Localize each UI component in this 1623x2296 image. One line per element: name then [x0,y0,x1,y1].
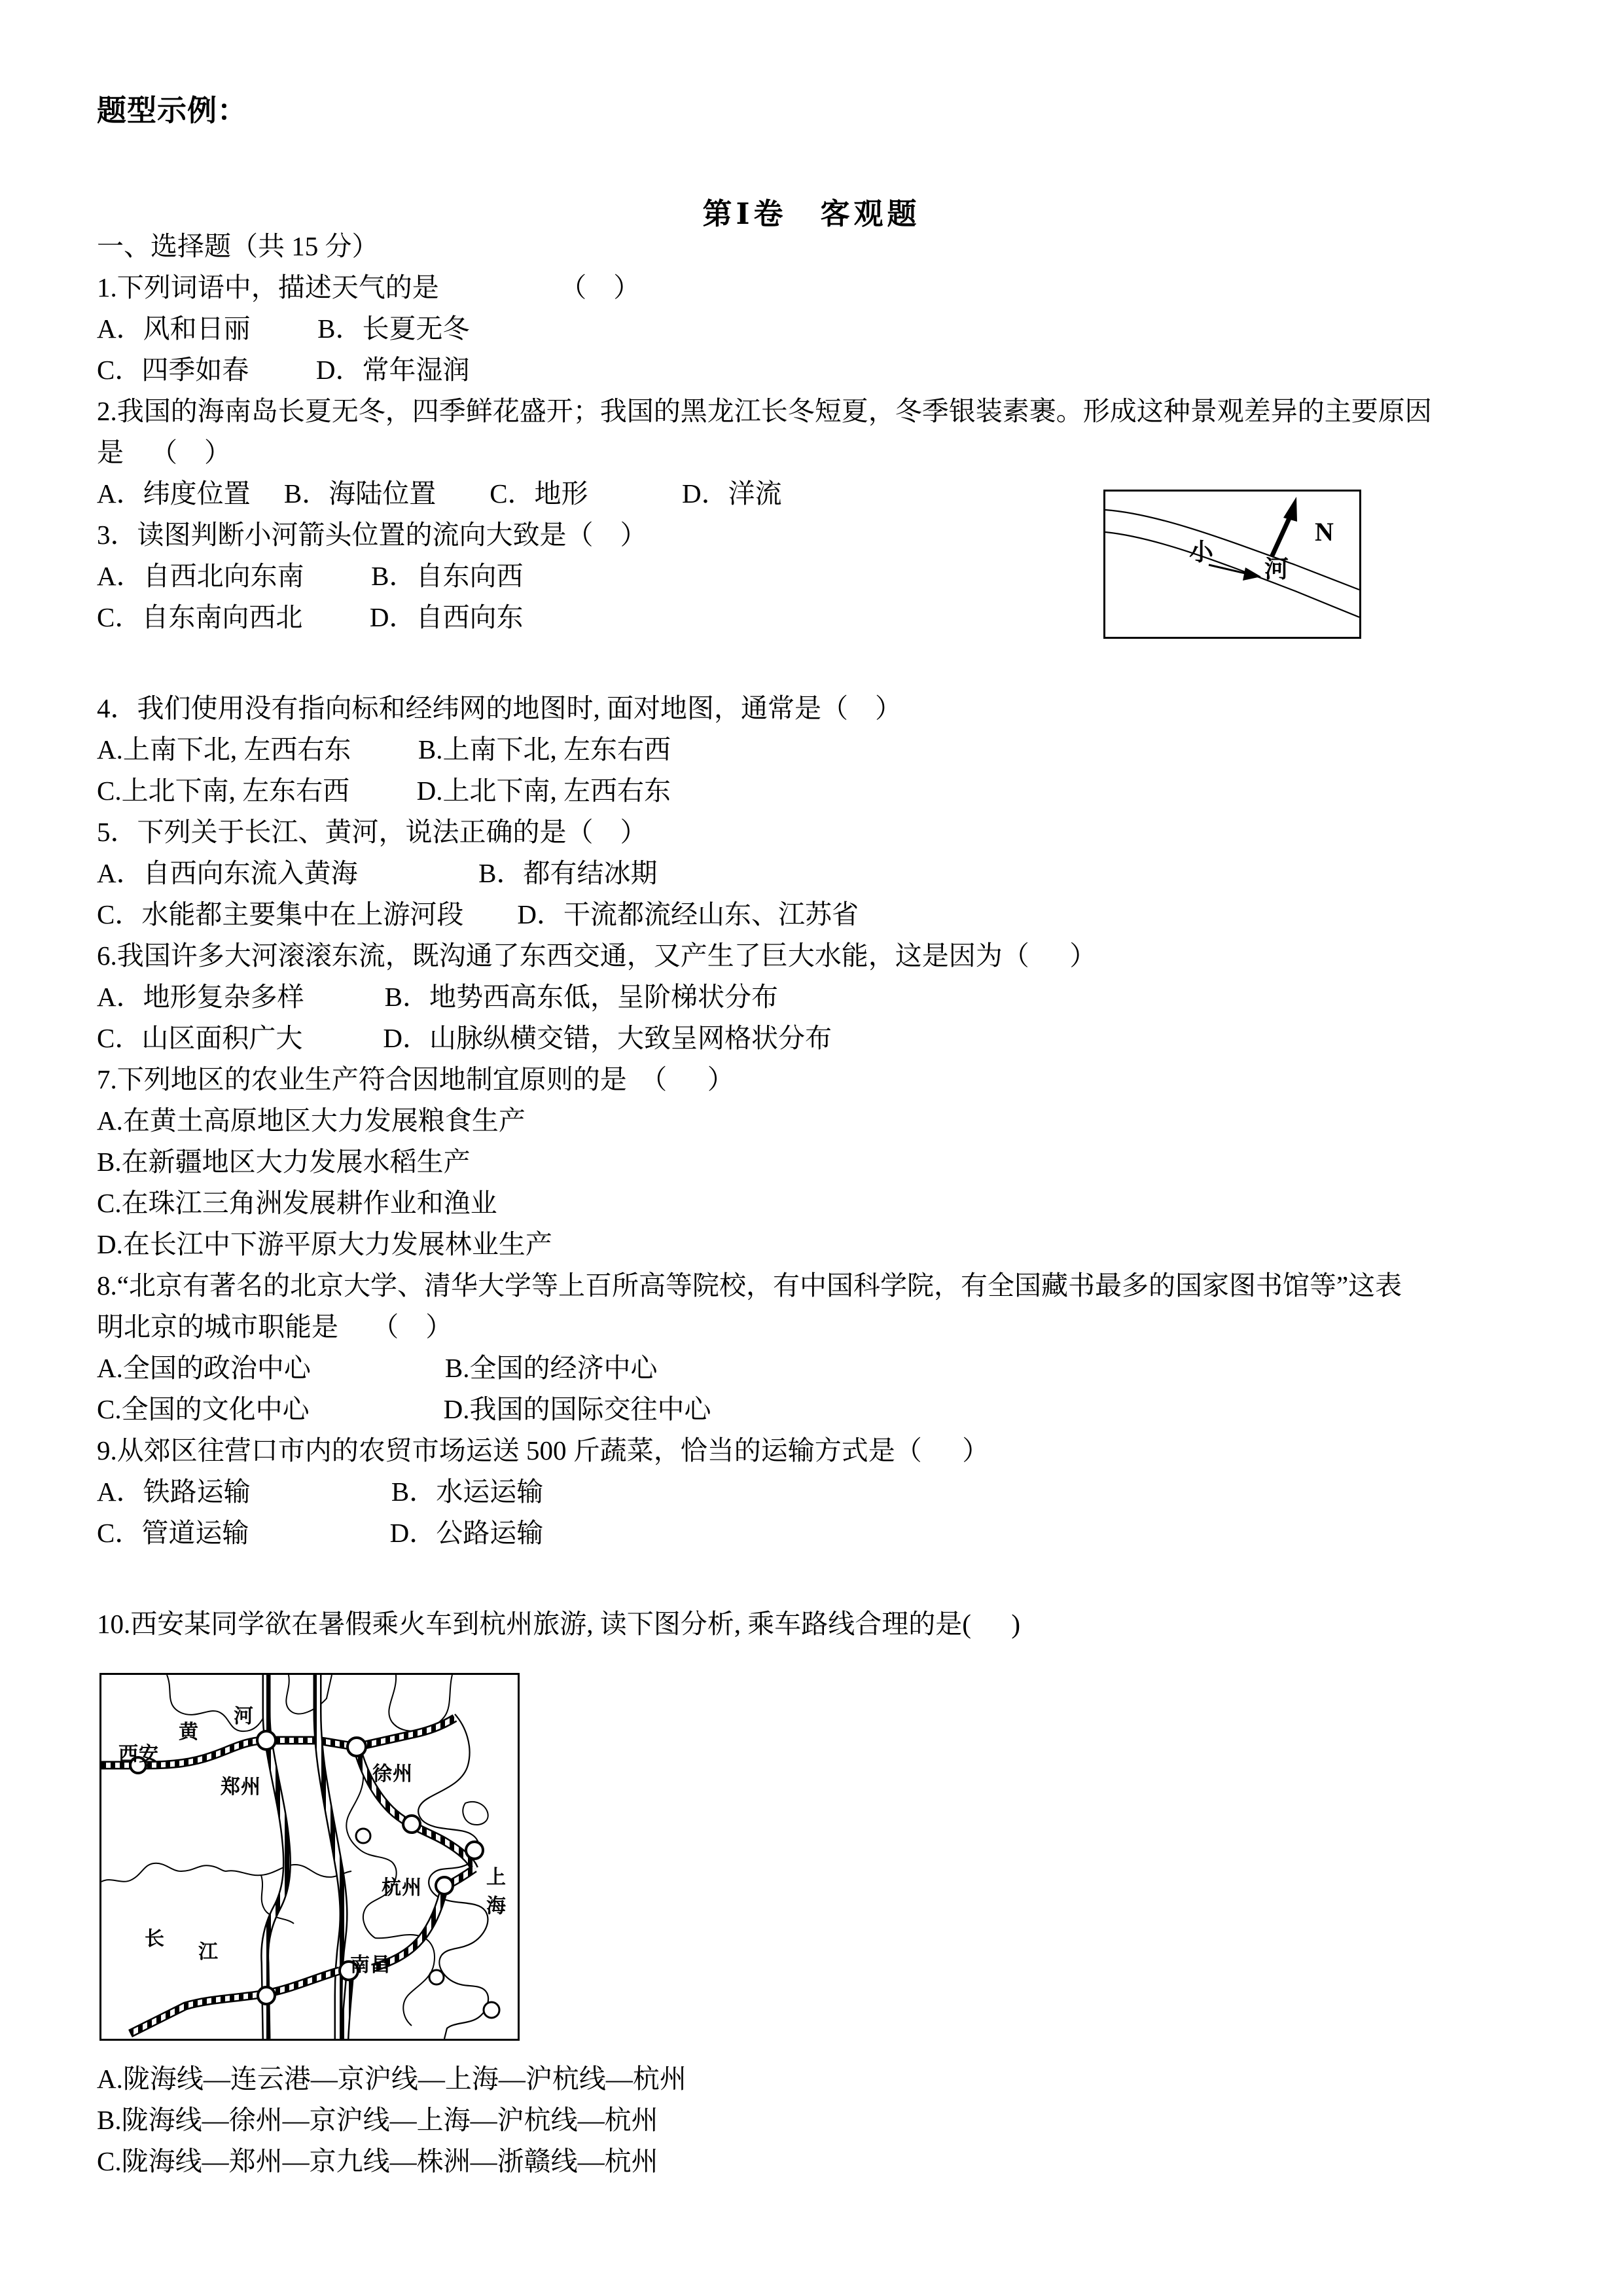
question-7-stem: 7.下列地区的农业生产符合因地制宜原则的是 （ ） [97,1064,734,1094]
question-10-stem: 10.西安某同学欲在暑假乘火车到杭州旅游, 读下图分析, 乘车路线合理的是( ) [97,1609,1021,1639]
city-node-unnamed-se [429,1970,444,1984]
river-diagram-svg [1105,492,1359,637]
question-2-options: A．纬度位置 B．海陆位置 C．地形 D．洋流 [97,478,782,509]
question-10-option-b: B.陇海线—徐州—京沪线—上海—沪杭线—杭州 [97,2105,658,2135]
question-8-stem-line-2: 明北京的城市职能是 （ ） [97,1312,453,1342]
question-10-option-a: A.陇海线—连云港—京沪线—上海—沪杭线—杭州 [97,2064,687,2094]
question-7-option-a: A.在黄土高原地区大力发展粮食生产 [97,1105,526,1136]
zhuzhou-line [130,1971,340,2034]
question-7-option-d: D.在长江中下游平原大力发展林业生产 [97,1229,552,1259]
section-title: 第Ⅰ卷 客观题 [702,198,921,230]
flow-arrow-head [1243,567,1261,581]
map-label-xuzhou: 徐州 [372,1763,413,1785]
question-7-option-c: C.在珠江三角洲发展耕作业和渔业 [97,1188,497,1218]
map-label-huang: 黄 [179,1721,199,1743]
question-3-stem: 3．读图判断小河箭头位置的流向大致是（ ） [97,520,647,550]
question-2-stem-line-1: 2.我国的海南岛长夏无冬，四季鲜花盛开；我国的黑龙江长冬短夏，冬季银装素裹。形成这种景观差异的主要原因 [97,396,1432,426]
question-10-options [97,2058,1406,2182]
coastline-east [418,1714,488,2039]
question-3-option-cd: C．自东南向西北 D．自西向东 [97,602,524,632]
outline-mid-top [286,1675,332,1714]
city-node-xuzhou [348,1738,366,1756]
spacer-after-q3 [97,638,1537,688]
province-boundary-mid [346,1773,396,1938]
city-node-zhuzhou [258,1987,275,2004]
question-3-option-ab: A．自西北向东南 B．自东向西 [97,561,524,591]
map-label-shanghai: 上海 [486,1867,507,1917]
river-label-he: 河 [1264,556,1289,583]
map-label-he: 河 [234,1706,254,1727]
compass-arrow-head [1283,497,1297,522]
map-label-chang: 长 [145,1928,165,1950]
question-8-stem-line-1: 8.“北京有著名的北京大学、清华大学等上百所高等院校，有中国科学院，有全国藏书最多的国家图书馆等”这表 [97,1270,1402,1300]
changjiang-outline-west [101,1863,226,1882]
city-node-unnamed-far-se [484,2002,499,2018]
question-5-stem: 5．下列关于长江、黄河，说法正确的是（ ） [97,817,647,847]
railway-map-svg [101,1675,518,2039]
map-label-hangzhou: 杭州 [382,1877,422,1899]
part-one-header: 一、选择题（共 15 分） [97,231,379,261]
question-7-option-b: B.在新疆地区大力发展水稻生产 [97,1147,471,1177]
city-node-hangzhou [436,1877,453,1894]
spacer-before-q10 [97,1554,1537,1604]
question-body [97,226,1537,1645]
question-6-stem: 6.我国许多大河滚滚东流，既沟通了东西交通，又产生了巨大水能，这是因为（ ） [97,941,1097,971]
question-4-option-ab: A.上南下北, 左西右东 B.上南下北, 左东右西 [97,734,671,764]
question-1-option-cd: C．四季如春 D．常年湿润 [97,355,470,385]
city-node-unnamed-mid [356,1829,370,1843]
question-6-option-ab: A．地形复杂多样 B．地势西高东低，呈阶梯状分布 [97,982,778,1012]
question-2-stem-line-2: 是 （ ） [97,437,231,467]
page-title: 题型示例： [97,94,248,127]
city-node-lianyungang [403,1816,420,1833]
question-1-stem: 1.下列词语中，描述天气的是 （ ） [97,272,641,302]
map-label-xian: 西安 [118,1744,159,1765]
map-label-zhengzhou: 郑州 [221,1776,261,1798]
island-outline [463,1802,488,1825]
city-node-shanghai [466,1842,483,1859]
question-9-option-cd: C．管道运输 D．公路运输 [97,1518,544,1548]
question-9-option-ab: A．铁路运输 B．水运运输 [97,1477,544,1507]
question-5-option-cd: C．水能都主要集中在上游河段 D．干流都流经山东、江苏省 [97,899,859,929]
question-5-option-ab: A．自西向东流入黄海 B．都有结冰期 [97,858,658,888]
question-1-option-ab: A．风和日丽 B．长夏无冬 [97,314,470,344]
question-10-option-c: C.陇海线—郑州—京九线—株洲—浙赣线—杭州 [97,2146,658,2176]
map-label-nanchang: 南昌 [350,1954,391,1976]
map-label-jiang: 江 [198,1941,219,1963]
question-4-stem: 4．我们使用没有指向标和经纬网的地图时, 面对地图，通常是（ ） [97,693,902,723]
question-9-stem: 9.从郊区往营口市内的农贸市场运送 500 斤蔬菜，恰当的运输方式是（ ） [97,1435,990,1465]
question-8-option-cd: C.全国的文化中心 D.我国的国际交往中心 [97,1394,711,1424]
question-6-option-cd: C．山区面积广大 D．山脉纵横交错，大致呈网格状分布 [97,1023,832,1053]
question-8-option-ab: A.全国的政治中心 B.全国的经济中心 [97,1353,658,1383]
railway-map [99,1673,520,2041]
river-direction-diagram [1103,490,1361,639]
compass-north-label: N [1315,517,1334,547]
question-4-option-cd: C.上北下南, 左东右西 D.上北下南, 左西右东 [97,776,671,806]
river-label-xiao: 小 [1189,539,1213,566]
city-node-zhengzhou [257,1731,276,1749]
